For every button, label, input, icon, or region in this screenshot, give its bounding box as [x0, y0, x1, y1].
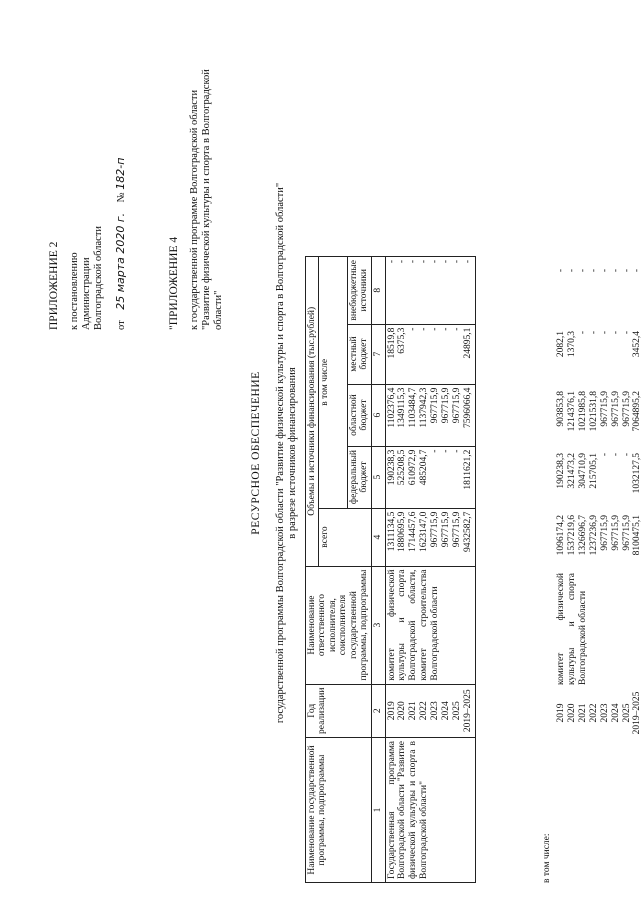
- header-federal: федеральный бюджет: [347, 446, 371, 508]
- cell-value: 1214376,1: [566, 391, 577, 432]
- cell-value: 610972,9: [408, 449, 419, 486]
- cell-value: -: [610, 331, 621, 335]
- regional-cell: [555, 388, 644, 450]
- cell-value: -: [610, 453, 621, 457]
- date-value: 25 марта 2020 г.: [114, 212, 128, 310]
- cell-value: 6375,3: [397, 327, 408, 354]
- cell-value: 2023: [430, 701, 441, 721]
- cell-value: 1349115,3: [397, 387, 408, 428]
- cell-value: 2023: [599, 703, 610, 723]
- program-name: Государственная программа Волгоградской области "Развитие физической культуры и спорта в Волгоградской области": [385, 738, 475, 883]
- cell-value: 190238,3: [556, 453, 566, 489]
- appendix-2-line-3: Волгоградской области: [93, 225, 105, 330]
- cell-value: 2021: [577, 703, 588, 723]
- executor-cell: комитет физической культуры и спорта Волгоградской области: [556, 573, 588, 685]
- total-cell: [555, 512, 644, 570]
- table-row: [385, 257, 475, 883]
- cell-value: 1237236,9: [588, 515, 599, 556]
- federal-cell: [555, 450, 644, 512]
- local-cell: [385, 324, 475, 384]
- cell-value: 2022: [419, 701, 430, 721]
- extra-cell: [555, 266, 644, 328]
- federal-cell: [385, 446, 475, 508]
- cell-value: 967715,9: [452, 511, 463, 548]
- header-total: всего: [319, 508, 371, 566]
- appendix-2-line-2: Администрации: [81, 257, 93, 330]
- cell-value: 321473,2: [566, 453, 577, 489]
- appendix-4-line-1: к государственной программе Волгоградской области: [189, 89, 201, 330]
- cell-value: -: [463, 260, 473, 264]
- header-name: Наименование государственной программы, подпрограммы: [306, 738, 372, 883]
- appendix-2-title: ПРИЛОЖЕНИЕ 2: [48, 241, 60, 330]
- resource-table: [305, 256, 476, 883]
- cell-value: -: [397, 260, 408, 264]
- cell-value: -: [621, 331, 632, 335]
- including-label: в том числе:: [542, 833, 552, 883]
- cell-value: 1021531,8: [588, 391, 599, 432]
- cell-value: 1370,3: [566, 331, 577, 358]
- regional-cell: [385, 384, 475, 446]
- cell-value: 2020: [397, 701, 408, 721]
- executors-cell: комитет физической культуры и спорта Волгоградской области, комитет строительства Волгоградской области: [385, 566, 475, 684]
- cell-value: 8100475,1: [632, 515, 643, 556]
- cell-value: -: [430, 260, 441, 264]
- document-title-block: [250, 23, 299, 883]
- cell-value: -: [441, 449, 452, 453]
- cell-value: 1096174,2: [556, 515, 566, 556]
- cell-value: 903853,8: [556, 391, 566, 427]
- cell-value: 1102376,4: [386, 387, 397, 428]
- cell-value: -: [441, 327, 452, 331]
- appendix-2-line-1: к постановлению: [69, 252, 81, 330]
- extra-cell: [385, 257, 475, 325]
- years-cell: [555, 688, 644, 738]
- col-number: 4: [371, 508, 385, 566]
- cell-value: -: [599, 453, 610, 457]
- cell-value: -: [419, 260, 430, 264]
- col-number: 6: [371, 384, 385, 446]
- appendix-2-block: [48, 158, 128, 330]
- cell-value: 1623147,0: [419, 511, 430, 552]
- cell-value: 2019: [386, 701, 397, 721]
- header-regional: областной бюджет: [347, 384, 371, 446]
- cell-value: 2025: [452, 701, 463, 721]
- cell-value: -: [588, 331, 599, 335]
- years-cell: [385, 684, 475, 737]
- appendix-4-title: "ПРИЛОЖЕНИЕ 4: [168, 236, 180, 330]
- cell-value: 2021: [408, 701, 419, 721]
- col-number: 7: [371, 324, 385, 384]
- cell-value: 9432582,7: [463, 511, 473, 552]
- document-title: РЕСУРСНОЕ ОБЕСПЕЧЕНИЕ: [250, 371, 262, 535]
- cell-value: 967715,9: [621, 391, 632, 427]
- cell-value: 1103484,7: [408, 387, 419, 428]
- cell-value: 1880695,9: [397, 511, 408, 552]
- cell-value: 1811621,2: [463, 449, 473, 490]
- cell-value: 967715,9: [599, 515, 610, 551]
- cell-value: 1537219,6: [566, 515, 577, 556]
- cell-value: 2019–2025: [463, 689, 473, 733]
- cell-value: 1326696,7: [577, 515, 588, 556]
- cell-value: -: [621, 269, 632, 273]
- cell-value: -: [452, 327, 463, 331]
- cell-value: 7064895,2: [632, 391, 643, 432]
- cell-value: 1714457,6: [408, 511, 419, 552]
- cell-value: -: [408, 260, 419, 264]
- appendix-4-line-3: области": [213, 290, 225, 330]
- table-row: [555, 266, 644, 883]
- cell-value: -: [566, 269, 577, 273]
- cell-value: -: [419, 327, 430, 331]
- header-including: в том числе: [319, 257, 347, 509]
- cell-value: 215705,1: [588, 453, 599, 489]
- cell-value: -: [599, 269, 610, 273]
- cell-value: -: [452, 449, 463, 453]
- cell-value: 2019: [556, 703, 566, 723]
- header-local: местный бюджет: [347, 324, 371, 384]
- cell-value: 967715,9: [599, 391, 610, 427]
- number-value: 182-п: [114, 157, 128, 190]
- cell-value: -: [441, 260, 452, 264]
- cell-value: -: [430, 327, 441, 331]
- cell-value: 24895,1: [463, 327, 473, 359]
- cell-value: -: [610, 269, 621, 273]
- cell-value: -: [452, 260, 463, 264]
- cell-value: 2020: [566, 703, 577, 723]
- cell-value: -: [621, 453, 632, 457]
- appendix-4-line-2: "Развитие физической культуры и спорта в Волгоградской: [201, 69, 213, 330]
- cell-value: 190238,3: [386, 449, 397, 486]
- cell-value: 967715,9: [441, 511, 452, 548]
- cell-value: 2025: [621, 703, 632, 723]
- cell-value: 2019–2025: [632, 691, 643, 735]
- header-executor: Наименование ответственного исполнителя, соисполнителя государственной программы, подпрограммы: [306, 566, 372, 684]
- cell-value: 967715,9: [621, 515, 632, 551]
- cell-value: 967715,9: [430, 387, 441, 424]
- empty-name-cell: [555, 738, 644, 883]
- col-number: 5: [371, 446, 385, 508]
- col-number: 3: [371, 566, 385, 684]
- column-number-row: [371, 257, 385, 883]
- total-cell: [385, 508, 475, 566]
- col-number: 1: [371, 738, 385, 883]
- document-subtitle-2: в разрезе источников финансирования: [287, 367, 299, 539]
- col-number: 2: [371, 684, 385, 737]
- cell-value: 3452,4: [632, 331, 643, 358]
- cell-value: -: [577, 331, 588, 335]
- cell-value: 7596066,4: [463, 387, 473, 428]
- cell-value: 2022: [588, 703, 599, 723]
- header-extra: внебюджетные источники: [347, 257, 371, 325]
- date-prefix: от: [116, 320, 128, 330]
- cell-value: 2024: [610, 703, 621, 723]
- cell-value: -: [430, 449, 441, 453]
- subprogram-table: [555, 266, 644, 883]
- cell-value: 967715,9: [430, 511, 441, 548]
- cell-value: 18519,8: [386, 327, 397, 359]
- header-volumes: Объемы и источники финансирования (тыс.рублей): [306, 257, 319, 567]
- cell-value: 1032127,5: [632, 453, 643, 494]
- number-prefix: №: [116, 192, 128, 203]
- cell-value: 1137942,3: [419, 387, 430, 428]
- cell-value: 2082,1: [556, 331, 566, 358]
- cell-value: 2024: [441, 701, 452, 721]
- cell-value: 967715,9: [610, 391, 621, 427]
- cell-value: 1311134,5: [386, 511, 397, 552]
- cell-value: -: [386, 260, 397, 264]
- appendix-2-date-line: [115, 158, 128, 330]
- header-year: Год реализации: [306, 684, 372, 737]
- col-number: 8: [371, 257, 385, 325]
- cell-value: 304710,9: [577, 453, 588, 489]
- cell-value: 967715,9: [610, 515, 621, 551]
- cell-value: -: [577, 269, 588, 273]
- cell-value: 1021985,8: [577, 391, 588, 432]
- cell-value: -: [599, 331, 610, 335]
- cell-value: -: [556, 269, 566, 273]
- cell-value: 967715,9: [452, 387, 463, 424]
- cell-value: -: [632, 269, 643, 273]
- appendix-4-block: [168, 10, 225, 330]
- cell-value: 485204,7: [419, 449, 430, 486]
- cell-value: -: [588, 269, 599, 273]
- document-subtitle-1: государственной программы Волгоградской области "Развитие физической культуры и спорта в Волгоградской области": [275, 182, 287, 724]
- cell-value: -: [408, 327, 419, 331]
- cell-value: 525208,5: [397, 449, 408, 486]
- cell-value: 967715,9: [441, 387, 452, 424]
- local-cell: [555, 328, 644, 388]
